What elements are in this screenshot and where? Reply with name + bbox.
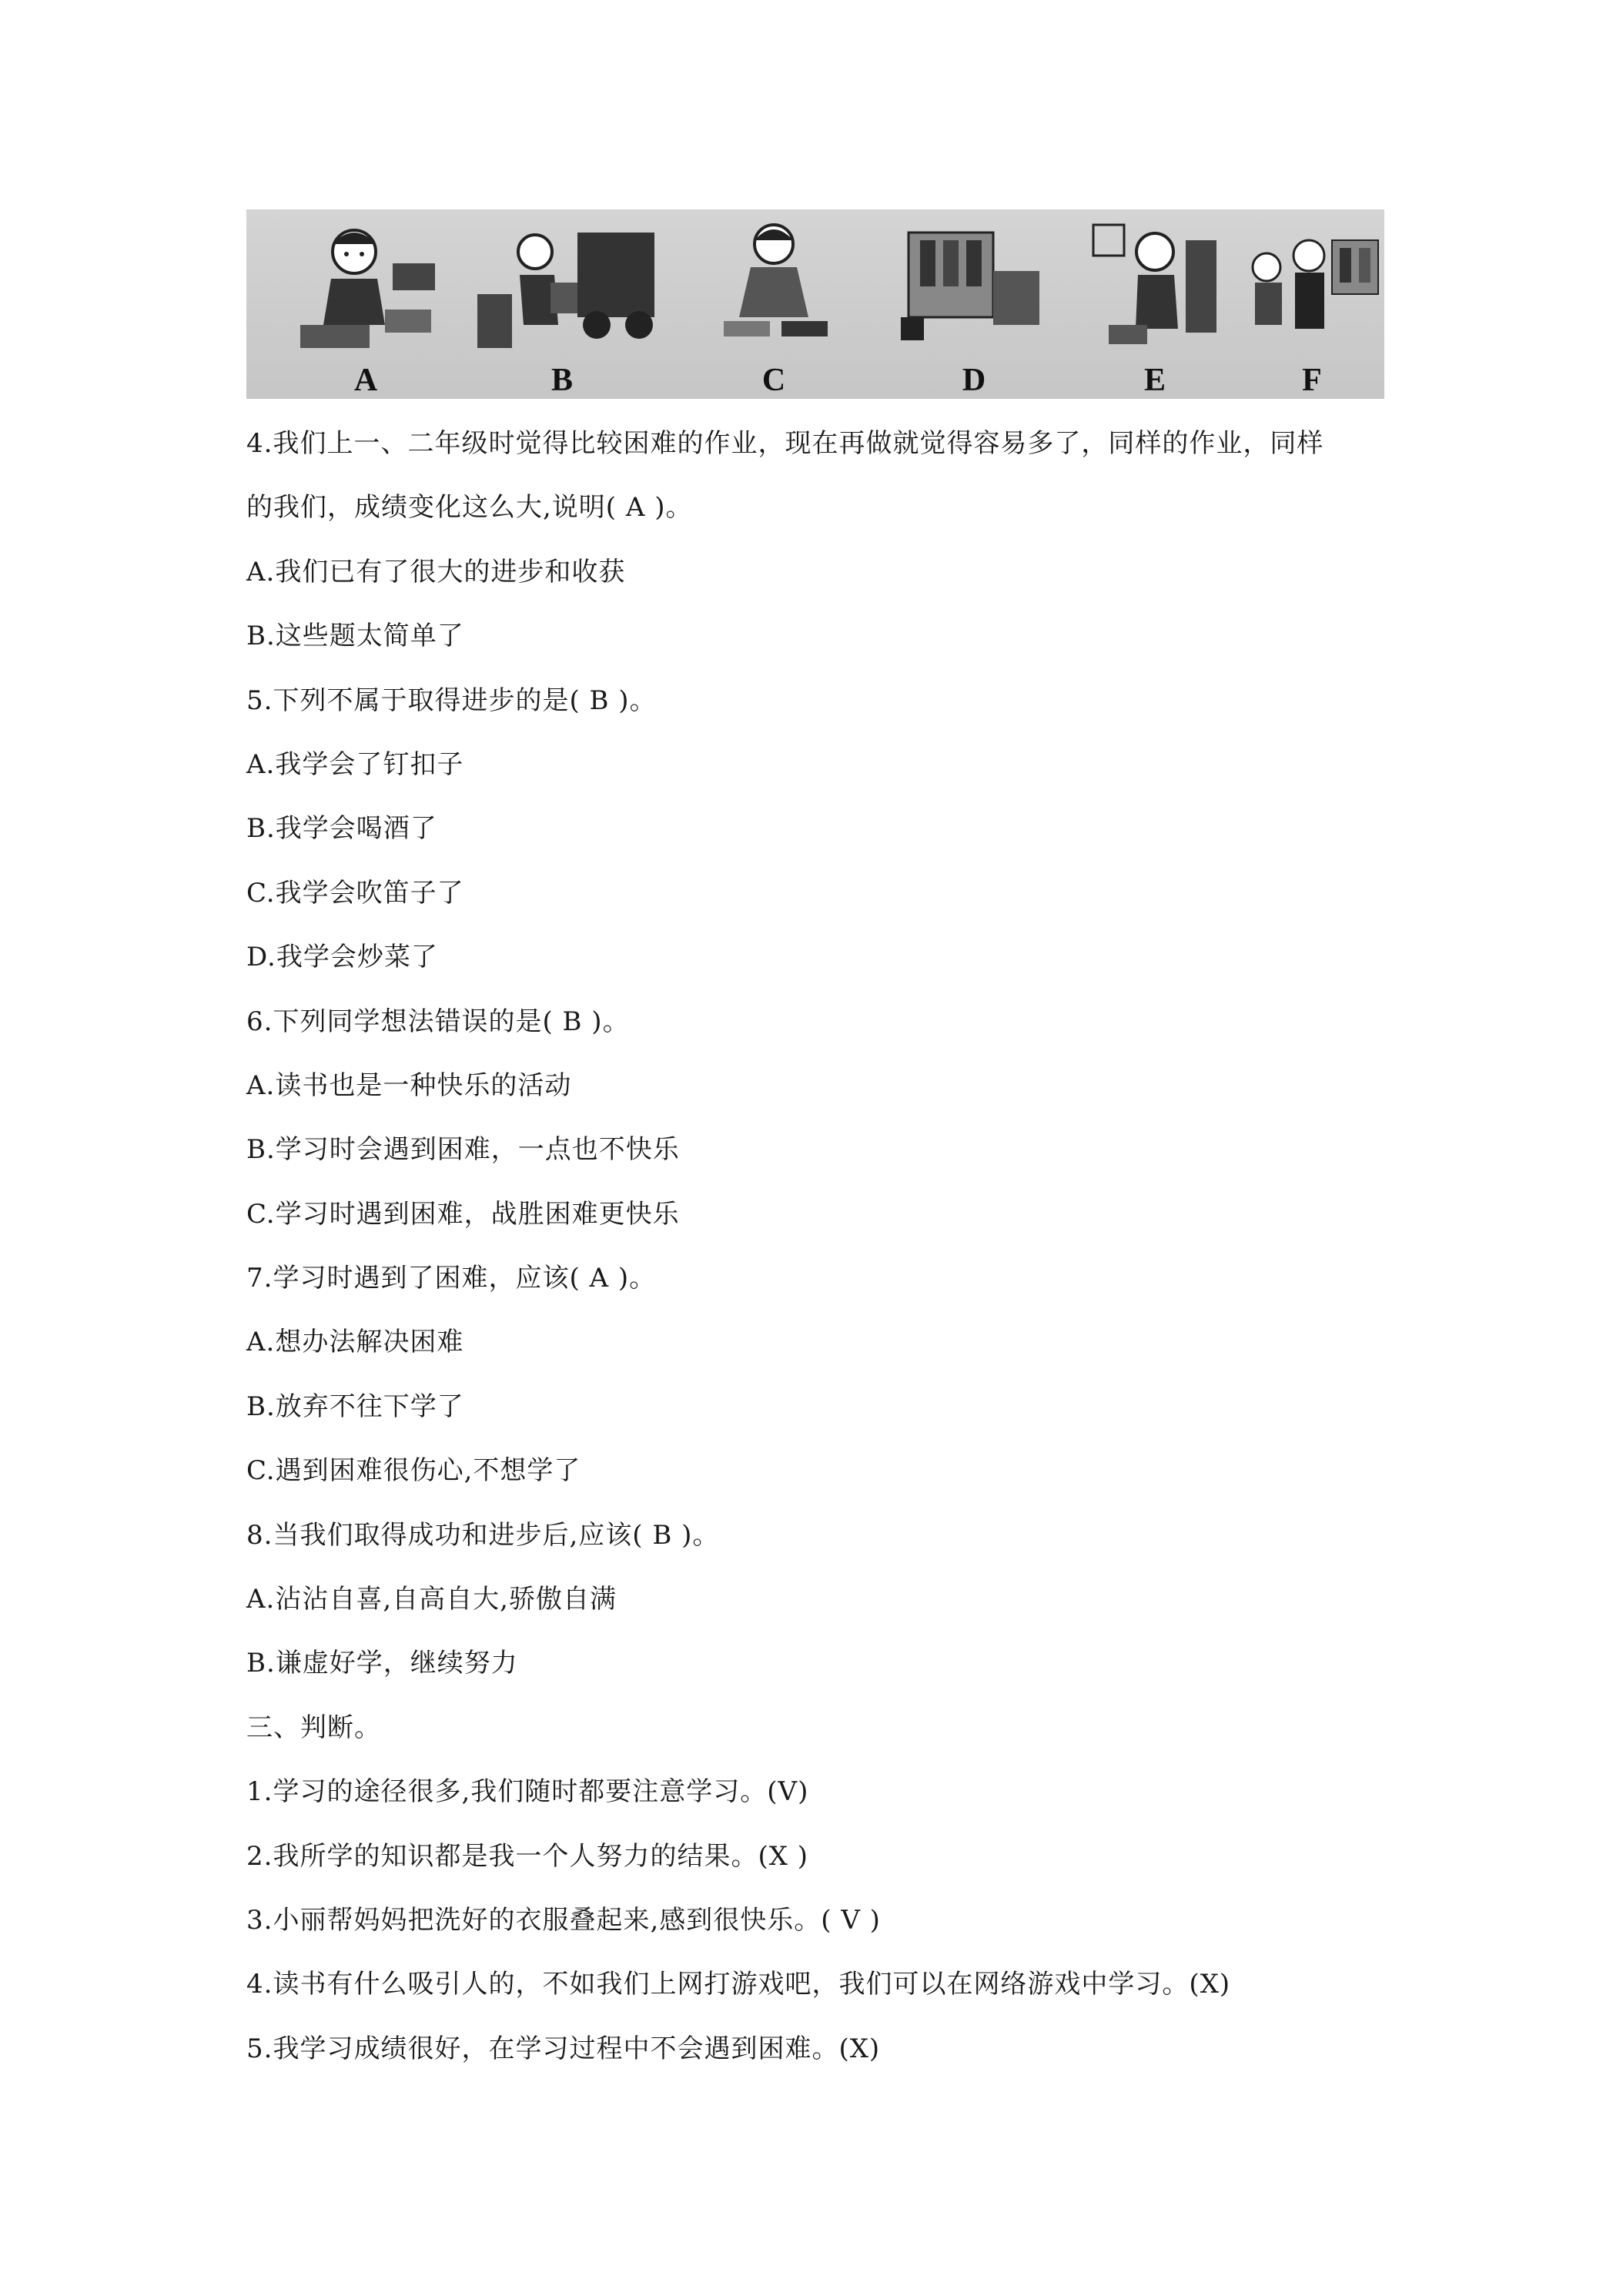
child-carrying-box-illustration xyxy=(462,209,662,363)
question-5-option-a: A.我学会了钉扣子 xyxy=(246,748,464,780)
panel-e xyxy=(1078,209,1232,399)
document-body xyxy=(246,425,1401,2094)
question-6-option-b: B.学习时会遇到困难，一点也不快乐 xyxy=(246,1134,680,1166)
panel-a xyxy=(277,209,454,399)
question-5: 5.下列不属于取得进步的是( B )。 xyxy=(246,684,657,716)
children-talking-illustration xyxy=(1240,209,1384,363)
panel-f xyxy=(1240,209,1384,399)
panel-b xyxy=(462,209,662,399)
question-5-option-c: C.我学会吹笛子了 xyxy=(246,877,464,909)
child-folding-clothes-illustration xyxy=(277,209,454,363)
question-4-option-a: A.我们已有了很大的进步和收获 xyxy=(246,556,626,587)
question-5-option-d: D.我学会炒菜了 xyxy=(246,942,438,973)
question-8: 8.当我们取得成功和进步后,应该( B )。 xyxy=(246,1519,720,1551)
question-7: 7.学习时遇到了困难，应该( A )。 xyxy=(246,1263,657,1294)
panel-d xyxy=(878,209,1070,399)
judgement-5: 5.我学习成绩很好，在学习过程中不会遇到困难。(X) xyxy=(246,2033,881,2064)
judgement-2: 2.我所学的知识都是我一个人努力的结果。(X ) xyxy=(246,1840,808,1872)
illustration-strip xyxy=(246,209,1384,399)
judgement-1: 1.学习的途径很多,我们随时都要注意学习。(V) xyxy=(246,1776,809,1808)
question-5-option-b: B.我学会喝酒了 xyxy=(246,813,437,845)
question-4-line-1: 4.我们上一、二年级时觉得比较困难的作业，现在再做就觉得容易多了，同样的作业，同样 xyxy=(246,428,1324,459)
panel-label-e: E xyxy=(1143,363,1166,398)
panel-label-b: B xyxy=(550,363,573,398)
question-8-option-a: A.沾沾自喜,自高自大,骄傲自满 xyxy=(246,1584,617,1615)
judgement-4: 4.读书有什么吸引人的，不如我们上网打游戏吧，我们可以在网络游戏中学习。(X) xyxy=(246,1969,1231,2000)
question-4-line-2: 的我们，成绩变化这么大,说明( A )。 xyxy=(246,492,693,524)
panel-label-a: A xyxy=(353,363,378,398)
desk-and-chair-illustration xyxy=(878,209,1070,363)
child-with-bag-illustration xyxy=(1078,209,1232,363)
question-7-option-b: B.放弃不往下学了 xyxy=(246,1391,464,1422)
panel-c xyxy=(678,209,870,399)
judgement-3: 3.小丽帮妈妈把洗好的衣服叠起来,感到很快乐。( V ) xyxy=(246,1904,881,1936)
question-8-option-b: B.谦虚好学，继续努力 xyxy=(246,1648,518,1679)
child-with-books-illustration xyxy=(678,209,870,363)
question-7-option-c: C.遇到困难很伤心,不想学了 xyxy=(246,1455,581,1487)
question-7-option-a: A.想办法解决困难 xyxy=(246,1327,464,1358)
panel-label-d: D xyxy=(962,363,986,398)
panel-label-c: C xyxy=(761,363,786,398)
question-6-option-a: A.读书也是一种快乐的活动 xyxy=(246,1069,572,1101)
question-6-option-c: C.学习时遇到困难，战胜困难更快乐 xyxy=(246,1198,680,1230)
question-4-option-b: B.这些题太简单了 xyxy=(246,621,464,652)
section-heading-judgement: 三、判断。 xyxy=(246,1712,381,1743)
panel-label-f: F xyxy=(1302,363,1322,398)
question-6: 6.下列同学想法错误的是( B )。 xyxy=(246,1006,630,1037)
